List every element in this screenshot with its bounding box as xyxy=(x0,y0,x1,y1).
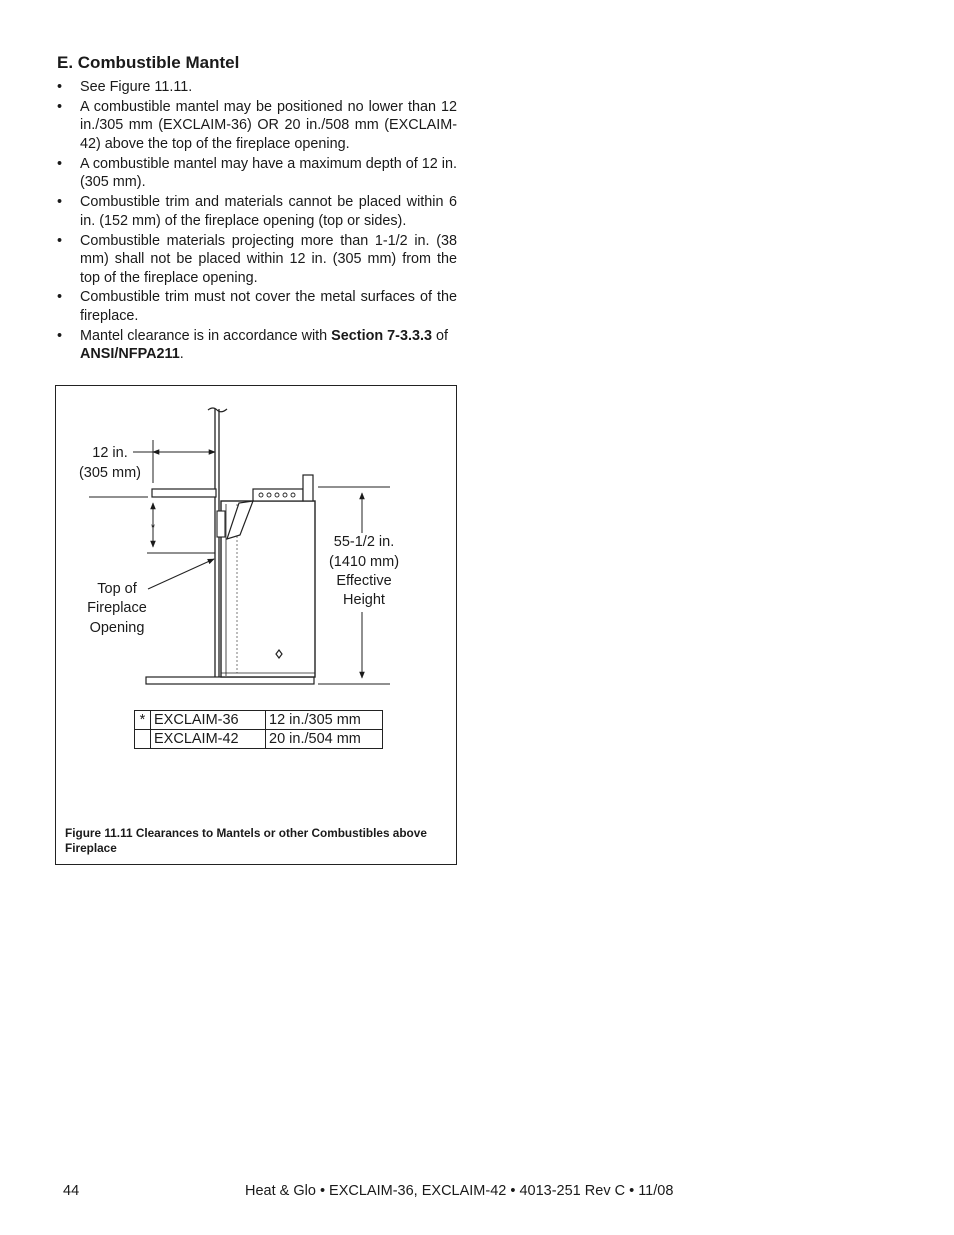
opening-label-line1: Top of xyxy=(97,581,137,597)
requirements-list xyxy=(57,78,457,365)
list-item: • A combustible mantel may be positioned no lower than 12 in./305 mm (EXCLAIM-36) OR 20 in./508 mm (EXCLAIM-42) above the top of the fireplace opening. xyxy=(57,98,457,154)
depth-dimension xyxy=(133,440,215,483)
document-footer: Heat & Glo • EXCLAIM-36, EXCLAIM-42 • 4013-251 Rev C • 11/08 xyxy=(245,1183,674,1199)
table-cell-model: EXCLAIM-36 xyxy=(151,711,266,730)
height-label-line3: Effective xyxy=(336,573,392,589)
clearance-table xyxy=(134,710,383,749)
standard-name: ANSI/NFPA211 xyxy=(80,346,180,363)
list-item xyxy=(57,327,457,364)
mantel-clearance-diagram xyxy=(56,386,456,706)
table-cell-mark xyxy=(135,730,151,749)
table-cell-mark: * xyxy=(135,711,151,730)
list-item: • Combustible trim must not cover the metal surfaces of the fireplace. xyxy=(57,288,457,325)
list-item: • See Figure 11.11. xyxy=(57,78,457,97)
table-row xyxy=(135,711,383,730)
standard-section-ref: Section 7-3.3.3 xyxy=(331,327,432,344)
list-item: • Combustible trim and materials cannot be placed within 6 in. (152 mm) of the fireplace opening (top or sides). xyxy=(57,193,457,230)
height-label-line2: (1410 mm) xyxy=(328,554,400,570)
table-cell-clearance: 12 in./305 mm xyxy=(266,711,383,730)
height-label-line1: 55-1/2 in. xyxy=(333,534,395,550)
figure-11-11 xyxy=(55,385,457,865)
list-item: • Combustible materials projecting more than 1-1/2 in. (38 mm) shall not be placed within 12 in. (305 mm) from the top of the fireplace opening. xyxy=(57,232,457,288)
table-cell-model: EXCLAIM-42 xyxy=(151,730,266,749)
list-item-text: of xyxy=(431,327,448,344)
depth-label: 12 in. xyxy=(92,445,128,461)
figure-caption: Figure 11.11 Clearances to Mantels or other Combustibles above Fireplace xyxy=(65,826,427,855)
opening-label-line3: Opening xyxy=(89,620,145,636)
table-cell-clearance: 20 in./504 mm xyxy=(266,730,383,749)
list-item-text: . xyxy=(179,346,184,363)
floor-hearth xyxy=(146,677,314,684)
section-heading: E. Combustible Mantel xyxy=(57,53,240,72)
depth-label-metric: (305 mm) xyxy=(78,465,142,481)
list-item-text: Mantel clearance is in accordance with xyxy=(80,327,332,344)
opening-label-line2: Fireplace xyxy=(87,600,147,616)
fireplace-unit xyxy=(217,475,315,677)
page-number: 44 xyxy=(63,1183,80,1199)
list-item: • A combustible mantel may have a maximum depth of 12 in. (305 mm). xyxy=(57,155,457,192)
clearance-asterisk: * xyxy=(150,522,156,534)
height-label-line4: Height xyxy=(343,592,385,608)
opening-leader-line xyxy=(148,559,214,589)
table-row xyxy=(135,730,383,749)
mantel-shelf xyxy=(152,489,216,497)
